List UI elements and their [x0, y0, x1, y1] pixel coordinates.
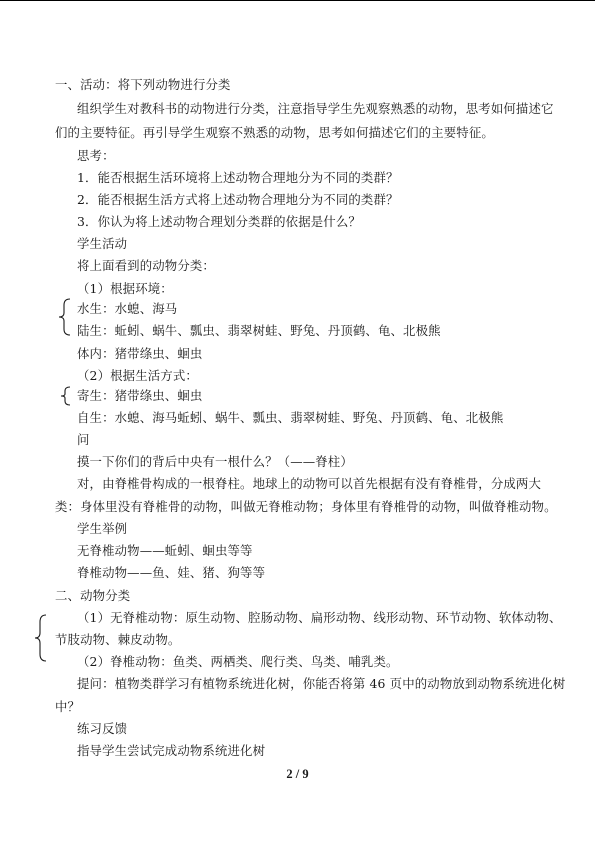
example-item: 脊椎动物——鱼、娃、猪、狗等等: [77, 565, 266, 580]
paragraph-line: 思考：: [77, 148, 115, 163]
classification-item: 节肢动物、棘皮动物。: [55, 632, 181, 647]
paragraph-line: 练习反馈: [77, 721, 128, 736]
classification-item: 自生：水螅、海马蚯蚓、蜗牛、瓢虫、翡翠树蛙、野兔、丹顶鹤、龟、北极熊: [77, 410, 504, 425]
paragraph-line: 学生举例: [77, 521, 128, 536]
question-item: 2．能否根据生活方式将上述动物合理地分为不同的类群？: [77, 192, 399, 207]
question-item: 3．你认为将上述动物合理划分类群的依据是什么？: [77, 214, 361, 229]
paragraph-line: 指导学生尝试完成动物系统进化树: [77, 743, 266, 758]
paragraph-line: 中？: [55, 699, 81, 714]
section-heading-classification: 二、动物分类: [55, 588, 131, 603]
left-brace-icon: [60, 386, 72, 406]
paragraph-line: 组织学生对教科书的动物进行分类，注意指导学生先观察熟悉的动物，思考如何描述它: [77, 101, 554, 116]
paragraph-line: 提问：植物类群学习有植物系统进化树，你能否将第 46 页中的动物放到动物系统进化树: [77, 676, 566, 691]
paragraph-line: 将上面看到的动物分类：: [77, 258, 215, 273]
left-brace-icon: [58, 298, 72, 336]
classification-item: （2）脊椎动物：鱼类、两栖类、爬行类、鸟类、哺乳类。: [77, 654, 399, 669]
classification-item: 水生：水螅、海马: [77, 301, 178, 316]
paragraph-line: 问: [77, 432, 90, 447]
paragraph-line: 摸一下你们的背后中央有一根什么？（——脊柱）: [77, 454, 353, 469]
left-brace-icon: [34, 614, 48, 662]
sub-heading: （2）根据生活方式：: [77, 368, 198, 383]
classification-item: 寄生：猪带绦虫、蛔虫: [77, 388, 203, 403]
paragraph-line: 类：身体里没有脊椎骨的动物，叫做无脊椎动物；身体里有脊椎骨的动物，叫做脊椎动物。: [55, 499, 557, 514]
section-heading-activity: 一、活动：将下列动物进行分类: [55, 77, 231, 92]
sub-heading: （1）根据环境：: [77, 281, 173, 296]
question-item: 1．能否根据生活环境将上述动物合理地分为不同的类群？: [77, 170, 399, 185]
header-rule: [0, 0, 595, 1]
paragraph-line: 学生活动: [77, 236, 128, 251]
page-number: 2 / 9: [286, 767, 309, 781]
classification-item: 体内：猪带绦虫、蛔虫: [77, 346, 203, 361]
classification-item: （1）无脊椎动物：原生动物、腔肠动物、扁形动物、线形动物、环节动物、软体动物、: [77, 610, 562, 625]
example-item: 无脊椎动物——蚯蚓、蛔虫等等: [77, 543, 253, 558]
paragraph-line: 们的主要特征。再引导学生观察不熟悉的动物，思考如何描述它们的主要特征。: [55, 125, 494, 140]
classification-item: 陆生：蚯蚓、蜗牛、瓢虫、翡翠树蛙、野兔、丹顶鹤、龟、北极熊: [77, 323, 441, 338]
paragraph-line: 对，由脊椎骨构成的一根脊柱。地球上的动物可以首先根据有没有脊椎骨，分成两大: [77, 476, 542, 491]
